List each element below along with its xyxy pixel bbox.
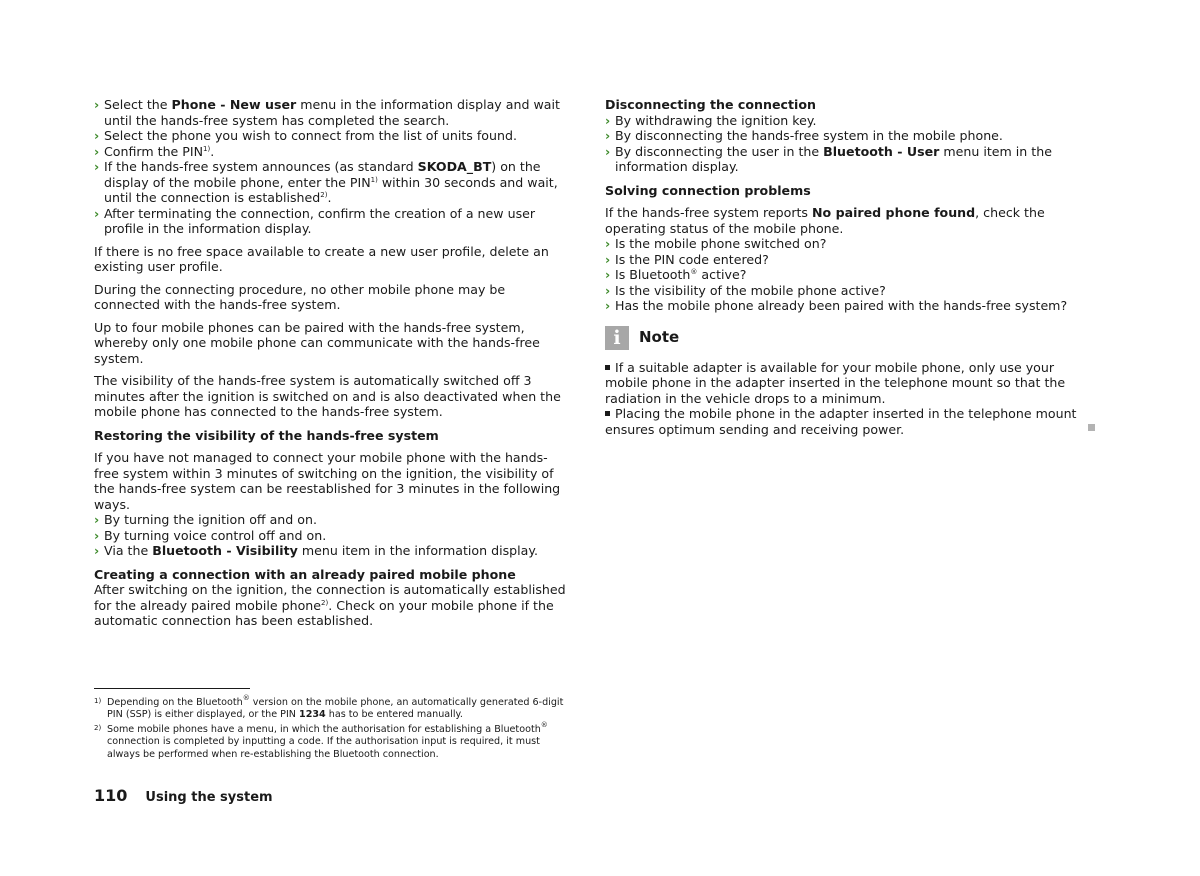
arrow-icon: ›: [94, 512, 100, 527]
paragraph: Up to four mobile phones can be paired with the hands-free system, whereby only one mobile phone can communicate with the hands-free system.: [94, 319, 540, 366]
end-mark-icon: [1088, 424, 1095, 431]
paragraph: If there is no free space available to create a new user profile, delete an existing user profile.: [94, 243, 549, 274]
footnote-number: 1): [94, 697, 102, 705]
paragraph: After switching on the ignition, the connection is automatically established for the already paired mobile phone$^{2)}$. Check on your mobile phone if the automatic connection has been established.: [94, 582, 566, 628]
arrow-icon: ›: [605, 128, 611, 143]
list-item: › After terminating the connection, confirm the creation of a new user profile in the information display.: [94, 205, 536, 236]
disconnect-steps: [605, 113, 1085, 175]
paragraph: If you have not managed to connect your mobile phone with the hands-free system within 3 minutes of switching on the ignition, the visibility of the hands-free system can be reestablished for 3 minutes in the following ways.: [94, 450, 561, 512]
arrow-icon: ›: [94, 205, 100, 221]
section-heading: Creating a connection with an already paired mobile phone: [94, 566, 516, 582]
list-item: › By withdrawing the ignition key.: [605, 112, 817, 128]
paragraph: If the hands-free system reports No paired phone found, check the operating status of the mobile phone.: [605, 205, 1045, 236]
note-list: [605, 360, 1085, 438]
note-header: [605, 326, 1085, 350]
list-item: › Is the PIN code entered?: [605, 251, 769, 267]
list-item: › By disconnecting the hands-free system in the mobile phone.: [605, 128, 1003, 143]
list-item: › Via the Bluetooth - Visibility menu item in the information display.: [94, 543, 539, 558]
page-footer: [94, 786, 273, 805]
section-heading: Solving connection problems: [605, 182, 811, 198]
arrow-icon: ›: [605, 267, 611, 282]
list-item: › Is the visibility of the mobile phone active?: [605, 282, 886, 298]
list-item: › Is the mobile phone switched on?: [605, 236, 827, 251]
left-column: [94, 97, 572, 636]
footnote-ref: 1): [203, 144, 211, 153]
list-item: Placing the mobile phone in the adapter inserted in the telephone mount ensures optimum sending and receiving power.: [605, 406, 1077, 437]
footnotes: [94, 694, 569, 763]
list-item: › By turning the ignition off and on.: [94, 512, 317, 527]
arrow-icon: ›: [94, 128, 100, 143]
arrow-icon: ›: [605, 251, 611, 267]
list-item: › Confirm the PIN$^{1)}$.: [94, 143, 215, 159]
list-item: › By turning voice control off and on.: [94, 527, 327, 543]
footnote: 2) Some mobile phones have a menu, in which the authorisation for establishing a Bluetooth® connection is completed by inputting a code. If the authorisation input is required, it must always be performed when re-establishing the Bluetooth connection.: [94, 720, 548, 760]
arrow-icon: ›: [94, 97, 100, 112]
paragraph: The visibility of the hands-free system is automatically switched off 3 minutes after the ignition is switched on and is also deactivated when the mobile phone has connected to the hands-free system.: [94, 373, 561, 419]
footnote-ref: 2): [321, 598, 329, 607]
registered-mark: ®: [690, 268, 698, 276]
footnote: 1) Depending on the Bluetooth® version on the mobile phone, an automatically generated 6-digit PIN (SSP) is either displayed, or the PIN 1234 has to be entered manually.: [94, 694, 564, 721]
list-item: › Has the mobile phone already been paired with the hands-free system?: [605, 298, 1068, 313]
bullet-icon: [605, 411, 610, 416]
pairing-steps: [94, 97, 572, 237]
section-heading: Disconnecting the connection: [605, 97, 816, 112]
arrow-icon: ›: [94, 543, 100, 558]
list-item: › Select the phone you wish to connect from the list of units found.: [94, 128, 517, 143]
footnote-divider: [94, 688, 250, 689]
page-number: 110: [94, 786, 128, 805]
section-heading: Restoring the visibility of the hands-free system: [94, 427, 439, 443]
right-column: [605, 97, 1085, 437]
list-item: › Select the Phone - New user menu in the information display and wait until the hands-free system has completed the search.: [94, 97, 560, 128]
arrow-icon: ›: [94, 143, 100, 159]
list-item: › If the hands-free system announces (as standard SKODA_BT) on the display of the mobile phone, enter the PIN$^{1)}$ within 30 seconds and wait, until the connection is established$^{2)}$.: [94, 159, 558, 205]
arrow-icon: ›: [605, 143, 611, 159]
footnote-number: 2): [94, 723, 102, 732]
arrow-icon: ›: [94, 527, 100, 543]
footnote-ref: 1): [370, 175, 378, 184]
bullet-icon: [605, 365, 610, 370]
arrow-icon: ›: [605, 236, 611, 251]
arrow-icon: ›: [94, 159, 100, 174]
arrow-icon: ›: [605, 298, 611, 313]
note-title: Note: [639, 327, 680, 346]
list-item: If a suitable adapter is available for your mobile phone, only use your mobile phone in the adapter inserted in the telephone mount so that the radiation in the vehicle drops to a minimum.: [605, 359, 1066, 406]
footnote-ref: 2): [320, 191, 328, 199]
arrow-icon: ›: [605, 282, 611, 298]
section-name: Using the system: [145, 790, 273, 805]
restore-steps: [94, 512, 572, 559]
paragraph: During the connecting procedure, no other mobile phone may be connected with the hands-free system.: [94, 281, 506, 312]
info-icon: i: [605, 326, 629, 350]
list-item: › By disconnecting the user in the Bluetooth - User menu item in the information display.: [605, 143, 1052, 174]
list-item: › Is Bluetooth® active?: [605, 267, 747, 282]
check-steps: [605, 236, 1085, 314]
arrow-icon: ›: [605, 112, 611, 128]
